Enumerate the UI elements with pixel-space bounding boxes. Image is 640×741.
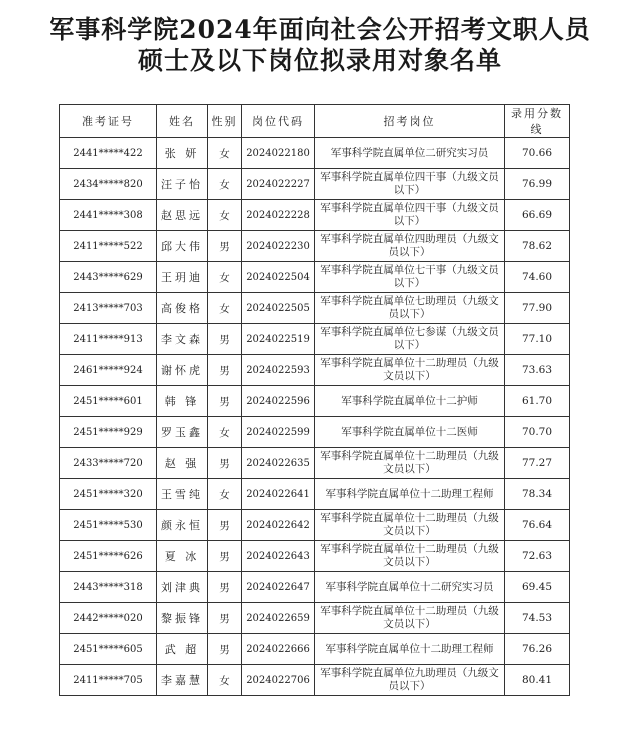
table-row — [60, 665, 570, 696]
table-row — [60, 417, 570, 448]
post-cell: 军事科学院直属单位七参谋（九级文员以下） — [315, 324, 505, 355]
exam-id-cell: 2434*****820 — [60, 169, 157, 200]
post-cell: 军事科学院直属单位十二助理员（九级文员以下） — [315, 448, 505, 479]
header-name: 姓名 — [157, 105, 208, 138]
exam-id-cell: 2451*****530 — [60, 510, 157, 541]
post-code-cell: 2024022599 — [242, 417, 315, 448]
table-row — [60, 262, 570, 293]
exam-id-cell: 2451*****320 — [60, 479, 157, 510]
score-cell: 73.63 — [505, 355, 570, 386]
table-row — [60, 448, 570, 479]
score-cell: 76.64 — [505, 510, 570, 541]
gender-cell: 男 — [208, 448, 242, 479]
post-code-cell: 2024022643 — [242, 541, 315, 572]
exam-id-cell: 2451*****605 — [60, 634, 157, 665]
table-row — [60, 479, 570, 510]
post-code-cell: 2024022706 — [242, 665, 315, 696]
name-cell: 李文森 — [157, 324, 208, 355]
name-cell: 颜永恒 — [157, 510, 208, 541]
gender-cell: 女 — [208, 200, 242, 231]
table-row — [60, 200, 570, 231]
name-cell: 韩 锋 — [157, 386, 208, 417]
exam-id-cell: 2441*****308 — [60, 200, 157, 231]
gender-cell: 男 — [208, 355, 242, 386]
post-cell: 军事科学院直属单位十二助理工程师 — [315, 634, 505, 665]
post-cell: 军事科学院直属单位十二助理员（九级文员以下） — [315, 541, 505, 572]
header-score: 录用分数线 — [505, 105, 570, 138]
post-cell: 军事科学院直属单位十二助理工程师 — [315, 479, 505, 510]
post-code-cell: 2024022659 — [242, 603, 315, 634]
exam-id-cell: 2411*****522 — [60, 231, 157, 262]
name-cell: 谢怀虎 — [157, 355, 208, 386]
score-cell: 74.60 — [505, 262, 570, 293]
gender-cell: 男 — [208, 541, 242, 572]
exam-id-cell: 2443*****629 — [60, 262, 157, 293]
name-cell: 王玥迪 — [157, 262, 208, 293]
exam-id-cell: 2413*****703 — [60, 293, 157, 324]
exam-id-cell: 2443*****318 — [60, 572, 157, 603]
title-line-2: 硕士及以下岗位拟录用对象名单 — [137, 46, 502, 75]
post-cell: 军事科学院直属单位十二研究实习员 — [315, 572, 505, 603]
score-cell: 80.41 — [505, 665, 570, 696]
post-code-cell: 2024022593 — [242, 355, 315, 386]
gender-cell: 男 — [208, 510, 242, 541]
table-row — [60, 169, 570, 200]
table-row — [60, 293, 570, 324]
table-row — [60, 138, 570, 169]
gender-cell: 男 — [208, 231, 242, 262]
post-code-cell: 2024022647 — [242, 572, 315, 603]
post-cell: 军事科学院直属单位十二护师 — [315, 386, 505, 417]
score-cell: 76.26 — [505, 634, 570, 665]
name-cell: 张 妍 — [157, 138, 208, 169]
gender-cell: 女 — [208, 293, 242, 324]
score-cell: 66.69 — [505, 200, 570, 231]
name-cell: 赵思远 — [157, 200, 208, 231]
post-cell: 军事科学院直属单位四助理员（九级文员以下） — [315, 231, 505, 262]
table-row — [60, 510, 570, 541]
score-cell: 77.10 — [505, 324, 570, 355]
post-code-cell: 2024022666 — [242, 634, 315, 665]
post-code-cell: 2024022228 — [242, 200, 315, 231]
name-cell: 罗玉鑫 — [157, 417, 208, 448]
post-code-cell: 2024022596 — [242, 386, 315, 417]
table-row — [60, 541, 570, 572]
post-code-cell: 2024022519 — [242, 324, 315, 355]
score-cell: 78.34 — [505, 479, 570, 510]
gender-cell: 女 — [208, 417, 242, 448]
exam-id-cell: 2411*****913 — [60, 324, 157, 355]
post-code-cell: 2024022641 — [242, 479, 315, 510]
post-cell: 军事科学院直属单位十二助理员（九级文员以下） — [315, 603, 505, 634]
gender-cell: 女 — [208, 262, 242, 293]
exam-id-cell: 2451*****601 — [60, 386, 157, 417]
header-post-code: 岗位代码 — [242, 105, 315, 138]
name-cell: 汪子怡 — [157, 169, 208, 200]
header-gender: 性别 — [208, 105, 242, 138]
gender-cell: 男 — [208, 603, 242, 634]
header-exam-id: 准考证号 — [60, 105, 157, 138]
document-title — [0, 14, 640, 76]
table-row — [60, 634, 570, 665]
name-cell: 武 超 — [157, 634, 208, 665]
score-cell: 70.70 — [505, 417, 570, 448]
name-cell: 赵 强 — [157, 448, 208, 479]
score-cell: 61.70 — [505, 386, 570, 417]
gender-cell: 男 — [208, 634, 242, 665]
post-code-cell: 2024022504 — [242, 262, 315, 293]
table-row — [60, 572, 570, 603]
post-code-cell: 2024022642 — [242, 510, 315, 541]
name-cell: 夏 冰 — [157, 541, 208, 572]
gender-cell: 女 — [208, 138, 242, 169]
table-row — [60, 603, 570, 634]
post-cell: 军事科学院直属单位七干事（九级文员以下） — [315, 262, 505, 293]
exam-id-cell: 2411*****705 — [60, 665, 157, 696]
gender-cell: 男 — [208, 324, 242, 355]
table-row — [60, 231, 570, 262]
name-cell: 高俊格 — [157, 293, 208, 324]
post-code-cell: 2024022230 — [242, 231, 315, 262]
gender-cell: 女 — [208, 169, 242, 200]
table-row — [60, 386, 570, 417]
post-cell: 军事科学院直属单位二研究实习员 — [315, 138, 505, 169]
post-cell: 军事科学院直属单位九助理员（九级文员以下） — [315, 665, 505, 696]
score-cell: 78.62 — [505, 231, 570, 262]
post-cell: 军事科学院直属单位十二医师 — [315, 417, 505, 448]
gender-cell: 女 — [208, 479, 242, 510]
score-cell: 72.63 — [505, 541, 570, 572]
score-cell: 77.90 — [505, 293, 570, 324]
score-cell: 77.27 — [505, 448, 570, 479]
name-cell: 邱大伟 — [157, 231, 208, 262]
name-cell: 刘津典 — [157, 572, 208, 603]
exam-id-cell: 2433*****720 — [60, 448, 157, 479]
gender-cell: 男 — [208, 572, 242, 603]
name-cell: 王雪纯 — [157, 479, 208, 510]
post-cell: 军事科学院直属单位七助理员（九级文员以下） — [315, 293, 505, 324]
table-row — [60, 355, 570, 386]
score-cell: 76.99 — [505, 169, 570, 200]
title-line-1: 军事科学院2024年面向社会公开招考文职人员 — [49, 15, 591, 44]
post-code-cell: 2024022227 — [242, 169, 315, 200]
post-code-cell: 2024022505 — [242, 293, 315, 324]
name-cell: 李嘉慧 — [157, 665, 208, 696]
header-post: 招考岗位 — [315, 105, 505, 138]
post-cell: 军事科学院直属单位十二助理员（九级文员以下） — [315, 510, 505, 541]
post-code-cell: 2024022635 — [242, 448, 315, 479]
exam-id-cell: 2442*****020 — [60, 603, 157, 634]
exam-id-cell: 2451*****626 — [60, 541, 157, 572]
gender-cell: 女 — [208, 665, 242, 696]
name-cell: 黎振锋 — [157, 603, 208, 634]
post-cell: 军事科学院直属单位四干事（九级文员以下） — [315, 169, 505, 200]
admission-list-table — [59, 104, 570, 696]
gender-cell: 男 — [208, 386, 242, 417]
exam-id-cell: 2451*****929 — [60, 417, 157, 448]
exam-id-cell: 2461*****924 — [60, 355, 157, 386]
score-cell: 70.66 — [505, 138, 570, 169]
exam-id-cell: 2441*****422 — [60, 138, 157, 169]
table-body — [60, 138, 570, 696]
score-cell: 74.53 — [505, 603, 570, 634]
score-cell: 69.45 — [505, 572, 570, 603]
post-cell: 军事科学院直属单位十二助理员（九级文员以下） — [315, 355, 505, 386]
post-code-cell: 2024022180 — [242, 138, 315, 169]
post-cell: 军事科学院直属单位四干事（九级文员以下） — [315, 200, 505, 231]
table-row — [60, 324, 570, 355]
table-header-row — [60, 105, 570, 138]
